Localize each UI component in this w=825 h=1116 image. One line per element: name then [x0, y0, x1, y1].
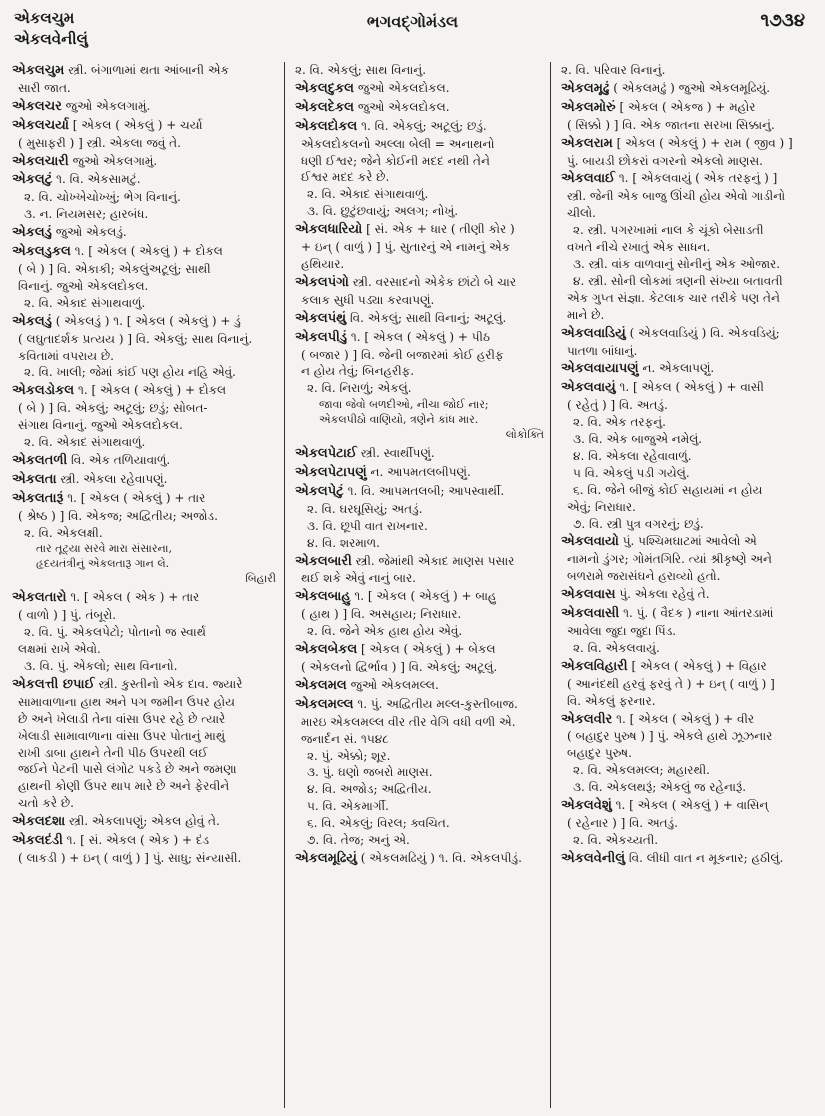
- definition-line: ( બે ) ] વિ. એકાકી; એકલુંઅટૂલું; સાથી: [18, 261, 211, 276]
- definition-line: ખેલાડી સામાવાળાના વાંસા ઉપર પોતાનું માથું: [18, 728, 226, 743]
- entry-first-line: [295, 221, 544, 239]
- definition-line: ૨. પું. એક્કો; શૂર.: [307, 748, 391, 763]
- dictionary-entry: [561, 797, 817, 849]
- dictionary-title: ભગવદ્ગોમંડલ: [366, 12, 459, 31]
- definition-line: સ્ત્રી. જેની એક બાજુ ઊંચી હોય એવો ગાડીનો: [567, 189, 786, 204]
- dictionary-entry: [12, 224, 276, 242]
- page-header: [0, 0, 825, 62]
- definition-line: ( બજાર ) ] વિ. જેની બજારમાં કોઈ હરીફ: [301, 347, 504, 362]
- page-number: ૧૭૩૪: [760, 10, 805, 31]
- definition-text: ૧. [ એકલ ( એકલું ) + વાસી: [619, 380, 764, 395]
- headword: એકલવિહારી: [561, 658, 628, 674]
- headword: એકલતા: [12, 471, 57, 487]
- definition-line: ૨. વિ. નિરાળું; એકલું.: [307, 381, 412, 396]
- headword: એકલમોરું: [561, 99, 616, 115]
- entry-first-line: [295, 588, 544, 606]
- definition-text: ૧. [ એકલ ( એકલું ) + વીર: [616, 711, 755, 726]
- definition-text: જુઓ એકલદોકલ.: [357, 80, 450, 95]
- definition-line: ૪. સ્ત્રી. સોની લોકમાં ત્રણની સંખ્યા બતાવતી: [573, 273, 783, 288]
- headword: એકલધારિયો: [295, 222, 363, 238]
- dictionary-entry: [561, 605, 817, 657]
- dictionary-entry: [295, 99, 544, 117]
- entry-first-line: [561, 379, 817, 397]
- headword: એકલડું: [12, 225, 52, 241]
- entry-first-line: [12, 490, 276, 508]
- dictionary-entry: [12, 153, 276, 171]
- headword: એકલદોકલ: [295, 118, 358, 134]
- dictionary-entry: [561, 658, 817, 710]
- entry-first-line: [12, 62, 276, 80]
- dictionary-entry: [295, 464, 544, 482]
- column-1: [12, 62, 284, 1108]
- dictionary-entry: [295, 850, 544, 868]
- quotation-line: હૃદયતંત્રીનું એકલતારૂ ગાન લે.: [36, 557, 170, 571]
- definition-line: સારી જાત.: [18, 80, 71, 95]
- entry-first-line: [12, 589, 276, 607]
- definition-line: ૪. વિ. એકલા રહેવાવાળું.: [573, 448, 692, 463]
- dictionary-entry: [561, 170, 817, 323]
- quotation-source: બિહારી: [245, 572, 276, 586]
- entry-first-line: [295, 329, 544, 347]
- quotation-source: લોકોક્તિ: [505, 428, 544, 442]
- definition-line: બહાદુર પુરુષ.: [567, 746, 632, 761]
- dictionary-columns: [12, 62, 817, 1108]
- headword: એકલતારો: [12, 590, 67, 606]
- definition-line: ૭. વિ. તેજ; અનું એ.: [307, 833, 410, 848]
- entry-first-line: [561, 170, 817, 188]
- definition-line: એવું; નિરાધાર.: [567, 499, 636, 514]
- dictionary-entry: [12, 243, 276, 312]
- entry-first-line: [12, 313, 276, 331]
- dictionary-entry: [295, 329, 544, 445]
- entry-first-line: [561, 533, 817, 551]
- headword: એકલવાસ: [561, 587, 616, 603]
- definition-text: ૨. વિ. પરિવાર વિનાનું.: [561, 63, 666, 77]
- headword: એકલપેટાપણું: [295, 465, 367, 481]
- entry-first-line: [561, 62, 817, 79]
- definition-line: જઈને પેટની પાસે લંગોટ પકડે છે અને જમણા: [18, 762, 237, 777]
- entry-first-line: [295, 445, 544, 463]
- definition-line: ૨. વિ. ચોખ્ખેચોખ્ખું; ભેગ વિનાનું.: [24, 190, 181, 205]
- definition-line: આવેલા જુદા જુદા પિંડ.: [567, 624, 677, 638]
- definition-line: નામનો ડુંગર; ગોમંતગિરિ. ત્યાં શ્રીકૃષ્ણે અને: [567, 552, 772, 567]
- dictionary-entry: [12, 382, 276, 451]
- dictionary-entry: [295, 483, 544, 552]
- entry-first-line: [561, 80, 817, 98]
- headword: એકલમલ્લ: [295, 696, 354, 712]
- dictionary-entry: [561, 62, 817, 79]
- dictionary-entry: [12, 676, 276, 812]
- dictionary-entry: [561, 533, 817, 585]
- definition-line: ૩. ન. નિયમસર; હારબંધ.: [24, 207, 149, 222]
- dictionary-entry: [295, 221, 544, 273]
- dictionary-entry: [12, 171, 276, 223]
- definition-line: હાથની કોણી ઉપર થાપ મારે છે અને ફેરવીને: [18, 779, 230, 794]
- headword: એકલદંડી: [12, 833, 63, 849]
- definition-line: મારઇ એકલમલ્લ વીર તીર વેગિ વધી વળી એ.: [301, 714, 516, 729]
- entry-first-line: [295, 80, 544, 98]
- definition-text: ( એકલડું ) ૧. [ એકલ ( એકલું ) + ડું: [55, 313, 241, 328]
- definition-line: ( સિક્કો ) ] વિ. એક જાતના સરખા સિક્કાનું.: [567, 117, 775, 132]
- headword: એકલડુકલ: [12, 244, 71, 260]
- definition-text: [ એકલ ( એકલું ) + બેકલ: [361, 642, 496, 657]
- definition-text: ૧. [ એકલ ( એક ) + તાર: [70, 590, 200, 605]
- entry-first-line: [561, 360, 817, 378]
- headword: એકલરામ: [561, 135, 613, 151]
- definition-text: સ્ત્રી. સ્વાર્થીપણું.: [360, 446, 435, 461]
- definition-text: ( એકલમઢું ) જુઓ એકલમૂઢિયું.: [613, 80, 771, 95]
- entry-first-line: [561, 99, 817, 117]
- definition-line: રાખી ડાબા હાથને તેની પીઠ ઉપરથી લઈ: [18, 745, 208, 760]
- entry-first-line: [12, 452, 276, 470]
- definition-line: થઈ શકે એવું નાનું બાર.: [301, 571, 417, 586]
- definition-line: ન હોય તેવું; બિનહરીફ.: [301, 364, 415, 379]
- entry-first-line: [12, 98, 276, 116]
- headword: એકલવાઈ: [561, 171, 616, 187]
- definition-line: ૨. સ્ત્રી. પગરખામાં નાલ કે ચૂંકો બેસાડતી: [573, 223, 764, 238]
- entry-first-line: [561, 797, 817, 815]
- entry-first-line: [295, 696, 544, 714]
- headword: એકલદેકલ: [295, 99, 354, 115]
- definition-line: કવિતામાં વપરાય છે.: [18, 348, 114, 363]
- headword: એકલમલ: [295, 677, 347, 693]
- entry-first-line: [561, 325, 817, 343]
- dictionary-entry: [561, 850, 817, 868]
- headword: એકલચર: [12, 98, 62, 114]
- definition-line: ૬. વિ. જેને બીજું કોઈ સહાયમાં ન હોય: [573, 482, 763, 497]
- definition-line: જનાર્દન સં. ૧૫૪૮: [301, 731, 389, 746]
- definition-line: ( વાળો ) ] પું. તંબૂરો.: [18, 608, 117, 623]
- definition-text: વિ. એક તળિયાવાળું.: [71, 452, 171, 467]
- entry-first-line: [12, 224, 276, 242]
- definition-line: વખતે નીચે રખાતું એક સાધન.: [567, 240, 711, 255]
- definition-line: ( શ્રેષ્ઠ ) ] વિ. એકજ; અદ્વિતીય; અજોડ.: [18, 508, 218, 523]
- definition-text: [ એકલ ( એકજ ) + મહોર: [619, 99, 756, 114]
- headword: એકલચુમ: [12, 63, 65, 78]
- entry-first-line: [295, 641, 544, 659]
- entry-first-line: [295, 118, 544, 136]
- definition-text: સ્ત્રી. કુસ્તીનો એક દાવ. જ્યારે: [98, 676, 243, 691]
- dictionary-entry: [295, 80, 544, 98]
- definition-text: ૧. વિ. એકલું; અટૂલું; છડું.: [361, 118, 487, 133]
- dictionary-entry: [295, 696, 544, 849]
- dictionary-entry: [295, 310, 544, 328]
- definition-line: ૨. વિ. ખાલી; જેમાં કાંઈ પણ હોય નહિ એવું.: [24, 365, 236, 380]
- definition-text: ૧. [ એકલ ( એકલું ) + તાર: [67, 490, 206, 505]
- entry-first-line: [12, 153, 276, 171]
- definition-line: ૩. સ્ત્રી. વાંક વાળવાનું સોનીનું એક ઓજાર.: [573, 256, 781, 271]
- definition-text: ૧. [ એકલ ( એકલું ) + વાસિન્: [615, 798, 769, 813]
- entry-first-line: [12, 117, 276, 135]
- headword: એકલપેટાઈ: [295, 446, 357, 462]
- entry-first-line: [295, 553, 544, 571]
- definition-text: ૨. વિ. એકલું; સાથ વિનાનું.: [295, 63, 427, 77]
- headword: એકલવાડિયું: [561, 325, 626, 341]
- definition-line: વિ. એકલું ફરનાર.: [567, 693, 656, 708]
- definition-text: ૧. વિ. આપમતલબી; આપસ્વાર્થી.: [347, 483, 505, 498]
- entry-first-line: [12, 243, 276, 261]
- definition-line: ( હાથ ) ] વિ. અસહાય; નિરાધાર.: [301, 607, 462, 622]
- definition-line: ઈશ્વર મદદ કરે છે.: [301, 170, 390, 185]
- entry-first-line: [295, 99, 544, 117]
- guide-word-last: એકલવેનીલું: [14, 30, 88, 48]
- headword: એકલવાયો: [561, 534, 619, 550]
- headword: એકલપંગો: [295, 274, 349, 290]
- entry-first-line: [12, 471, 276, 489]
- dictionary-entry: [561, 80, 817, 98]
- entry-first-line: [295, 677, 544, 695]
- headword: એકલટું: [12, 172, 53, 188]
- dictionary-entry: [295, 274, 544, 309]
- entry-first-line: [561, 135, 817, 153]
- headword: એકલપંથું: [295, 310, 347, 326]
- definition-line: કલાક સુધી પડ્યા કરવાપણું.: [301, 292, 435, 307]
- headword: એકલવેશું: [561, 798, 612, 814]
- definition-line: ૩. વિ. છુટુંછવાયું; અલગ; નોખું.: [307, 204, 459, 219]
- definition-line: બળરામે જરાસંઘને હરાવ્યો હતો.: [567, 569, 721, 584]
- definition-line: ( લઘુતાદર્શક પ્રત્યય ) ] વિ. એકલું; સાથ વિનાનું.: [18, 331, 253, 346]
- definition-line: ૨. વિ. એકાદ સંગાથવાળું.: [24, 295, 146, 310]
- headword: એકલમૂઢિયું: [295, 850, 357, 866]
- headword: એકલબેકલ: [295, 642, 358, 658]
- headword: એકલવાયાપણું: [561, 361, 639, 377]
- entry-first-line: [12, 171, 276, 189]
- dictionary-entry: [12, 471, 276, 489]
- definition-text: ૧. [ એકલવાયું ( એક તરફનું ) ]: [618, 171, 778, 186]
- definition-line: ૩. પું. ઘણો જબરો માણસ.: [307, 765, 433, 780]
- definition-line: ૨. વિ. એકાદ સંગાથવાળું.: [307, 187, 429, 202]
- definition-line: ૩. વિ. એક બાજુએ નમેલું.: [573, 432, 703, 447]
- definition-text: ૧. [ સં. એકલ ( એક ) + દંડ: [66, 833, 210, 848]
- definition-line: ૨. વિ. ઘરઘૂસિયું; અતડું.: [307, 501, 423, 516]
- dictionary-entry: [12, 117, 276, 152]
- definition-line: ૬. વિ. એકલું; વિરલ; ક્વચિત.: [307, 816, 450, 831]
- definition-text: જુઓ એકલદોકલ.: [357, 99, 450, 114]
- dictionary-entry: [561, 99, 817, 134]
- definition-line: ૨. વિ. એકચ્યતી.: [573, 832, 659, 847]
- definition-line: ૫ વિ. એકલું પડી ગયેલું.: [573, 465, 690, 480]
- dictionary-entry: [561, 360, 817, 378]
- definition-text: જુઓ એકલમલ્લ.: [350, 677, 439, 692]
- column-3: [550, 62, 817, 1108]
- definition-line: ૨. વિ. એકલમલ્લ; મહારથી.: [573, 763, 710, 778]
- definition-text: ૧. [ એકલ ( એકલું ) + પીઠ: [350, 329, 490, 344]
- entry-first-line: [561, 850, 817, 868]
- definition-line: ચતો કરે છે.: [18, 796, 74, 811]
- headword: એકલબાહુ: [295, 589, 351, 605]
- headword: એકલચારી: [12, 153, 69, 169]
- definition-line: સંગાથ વિનાનું. જુઓ એકલદોકલ.: [18, 418, 183, 433]
- definition-text: ( એકલમઢિયું ) ૧. વિ. એકલપીડું.: [360, 850, 522, 865]
- definition-text: ૧. [ એકલ ( એકલું ) + દોકલ: [77, 383, 227, 398]
- definition-line: પું. બાયડી છોકરાં વગરનો એકલો માણસ.: [567, 153, 763, 168]
- dictionary-entry: [295, 62, 544, 79]
- definition-line: ૨. વિ. જેને એક હાથ હોય એવું.: [307, 624, 463, 639]
- definition-text: જુઓ એકલડું.: [55, 225, 127, 240]
- headword: એકલત્તી છપાઈ: [12, 676, 95, 692]
- dictionary-entry: [295, 553, 544, 588]
- definition-line: ( રહેનાર ) ] વિ. અતડું.: [567, 815, 678, 830]
- dictionary-entry: [12, 813, 276, 831]
- entry-first-line: [12, 832, 276, 850]
- quotation-line: તાર તૂટ્યા સરવે મારા સંસારના,: [36, 542, 172, 556]
- entry-first-line: [12, 382, 276, 400]
- definition-text: સ્ત્રી. એકલાપણું; એકલ હોવું તે.: [69, 814, 220, 829]
- entry-first-line: [295, 62, 544, 79]
- headword: એકલડોકલ: [12, 383, 75, 399]
- definition-text: પું. એકલા રહેવું તે.: [619, 587, 710, 602]
- definition-text: ૧. પું. ( વૈદક ) નાના આંતરડામાં: [623, 606, 774, 621]
- definition-text: ૧. વિ. એકસામટું.: [56, 172, 141, 187]
- definition-line: ( આનંદથી હરવું ફરવું તે ) + ઇન્ ( વાળું ) ]: [567, 676, 775, 691]
- headword: એકલતારૂં: [12, 490, 64, 506]
- dictionary-entry: [12, 452, 276, 470]
- definition-text: ( એકલવાડિયું ) વિ. એકવડિયું;: [629, 325, 780, 340]
- definition-text: [ સં. એક + ધાર ( તીણી કોર ): [366, 222, 515, 237]
- definition-line: ૫. વિ. એકમાર્ગી.: [307, 799, 389, 814]
- definition-line: લક્ષમાં રાખે એવો.: [18, 642, 101, 657]
- entry-first-line: [295, 464, 544, 482]
- entry-first-line: [12, 676, 276, 694]
- definition-text: ન. એકલાપણું.: [642, 361, 715, 376]
- headword: એકલડું: [12, 313, 52, 329]
- definition-line: ૭. વિ. સ્ત્રી પુત્ર વગરનું; છડું.: [573, 516, 704, 531]
- definition-text: વિ. એકલું; સાથી વિનાનું; અટૂલું.: [349, 310, 507, 325]
- headword: એકલચર્યા: [12, 117, 69, 133]
- headword: એકલપીડું: [295, 329, 348, 345]
- definition-line: ( લાકડી ) + ઇન્ ( વાળું ) ] પું. સાધુ; સંન્યાસી.: [18, 850, 242, 865]
- column-2: [284, 62, 550, 1108]
- definition-text: જુઓ એકલગામું.: [65, 98, 151, 113]
- headword: એકલવાયું: [561, 380, 616, 396]
- definition-text: ૧. પું. અદ્વિતીય મલ્લ-કુસ્તીબાજ.: [357, 696, 518, 711]
- headword: એકલદુકલ: [295, 80, 354, 96]
- definition-line: ૪. વિ. અજોડ; અદ્વિતીય.: [307, 782, 432, 797]
- definition-line: ( રહેતું ) ] વિ. અતડું.: [567, 398, 668, 413]
- definition-line: ( બે ) ] વિ. એકલું; અટૂલું; છડું; સોબત-: [18, 401, 208, 416]
- dictionary-entry: [295, 677, 544, 695]
- definition-text: ૧. [ એકલ ( એકલું ) + બાહુ: [354, 589, 497, 604]
- definition-line: ૪. વિ. શરમાળ.: [307, 535, 380, 550]
- entry-first-line: [295, 483, 544, 501]
- dictionary-entry: [295, 588, 544, 640]
- dictionary-entry: [295, 445, 544, 463]
- definition-line: છે અને ખેલાડી તેના વાંસા ઉપર રહે છે ત્યારે: [18, 711, 226, 726]
- definition-text: સ્ત્રી. બંગાળામાં થતા આંબાની એક: [68, 63, 229, 77]
- definition-line: પાતળા બાંધાનું.: [567, 343, 638, 358]
- definition-line: ( એકલનો દ્વિર્ભાવ ) ] વિ. એકલું; અટૂલું.: [301, 660, 498, 674]
- definition-text: ૧. [ એકલ ( એકલું ) + દોકલ: [74, 244, 223, 259]
- guide-word-first: એકલચુમ: [14, 9, 75, 27]
- entry-first-line: [561, 711, 817, 729]
- definition-text: [ એકલ ( એકલું ) + ચર્યા: [72, 117, 203, 132]
- definition-line: + ઇન્ ( વાળું ) ] પું. સુતારનું એ નામનું એક: [301, 240, 511, 255]
- definition-line: ૨. વિ. એકાદ સંગાથવાળું.: [24, 435, 146, 450]
- definition-line: ( મુસાફરી ) ] સ્ત્રી. એકલા જવું તે.: [18, 135, 181, 150]
- entry-first-line: [561, 605, 817, 623]
- entry-first-line: [561, 586, 817, 604]
- definition-line: હથિયાર.: [301, 256, 345, 271]
- definition-text: સ્ત્રી. વરસાદનો એકેક છાંટો બે ચાર: [352, 274, 517, 289]
- definition-text: ન. આપમતલબીપણું.: [370, 465, 471, 480]
- definition-text: વિ. લીધી વાત ન મૂકનાર; હઠીલું.: [628, 850, 784, 865]
- dictionary-entry: [295, 118, 544, 220]
- dictionary-entry: [12, 313, 276, 382]
- definition-line: ૨. વિ. એકલવાયું.: [573, 640, 660, 655]
- definition-line: એકલદોકલનો અલ્લા બેલી = અનાથનો: [301, 136, 495, 151]
- quotation-line: જાવા જેવો બળદીઓ, નીચા જોઈ નાર;: [319, 398, 489, 412]
- definition-text: [ એકલ ( એકલું ) + વિહાર: [631, 658, 767, 673]
- dictionary-entry: [561, 325, 817, 360]
- definition-text: જુઓ એકલગામું.: [72, 153, 158, 168]
- dictionary-entry: [561, 379, 817, 532]
- dictionary-entry: [12, 832, 276, 867]
- headword: એકલવાસી: [561, 606, 620, 622]
- definition-line: ૨. વિ. પું. એકલપેટો; પોતાનો જ સ્વાર્થ: [24, 625, 206, 640]
- quotation-line: એકલપીઠો વાણિયો, ત્રણેને કાંધ માર.: [319, 413, 479, 427]
- definition-text: સ્ત્રી. જેમાંથી એકાદ માણસ પસાર: [355, 553, 515, 568]
- definition-line: ૨. વિ. એકલક્ષી.: [24, 525, 103, 540]
- dictionary-entry: [561, 135, 817, 170]
- definition-text: સ્ત્રી. એકલા રહેવાપણું.: [60, 471, 168, 486]
- definition-line: એક ગુપ્ત સંજ્ઞા. કેટલાક ચાર તરીકે પણ તેને: [567, 290, 780, 305]
- dictionary-entry: [561, 586, 817, 604]
- entry-first-line: [561, 658, 817, 676]
- definition-line: ૩. વિ. પું. એકલો; સાથ વિનાનો.: [24, 659, 178, 673]
- entry-first-line: [12, 813, 276, 831]
- definition-line: ( બહાદુર પુરુષ ) ] પું. એકલે હાથે ઝૂઝનાર: [567, 729, 773, 744]
- headword: એકલબારી: [295, 553, 352, 569]
- headword: એકલવીર: [561, 711, 613, 727]
- headword: એકલપેટું: [295, 483, 344, 499]
- entry-first-line: [295, 850, 544, 868]
- dictionary-entry: [12, 98, 276, 116]
- entry-first-line: [295, 274, 544, 292]
- definition-line: ૩. વિ. છૂપી વાત રાખનાર.: [307, 518, 428, 533]
- entry-first-line: [295, 310, 544, 328]
- dictionary-entry: [12, 490, 276, 589]
- definition-text: પું. પશ્ચિમઘાટમાં આવેલો એ: [622, 534, 757, 549]
- headword: એકલદશા: [12, 814, 66, 830]
- definition-line: ૨. વિ. એક તરફનું.: [573, 415, 666, 430]
- headword: એકલતળી: [12, 452, 68, 468]
- dictionary-entry: [295, 641, 544, 676]
- definition-line: ચીલો.: [567, 206, 596, 221]
- definition-line: ધણી ઈશ્વર; જેને કોઈની મદદ નથી તેને: [301, 153, 490, 168]
- definition-line: સામાવાળાના હાથ અને પગ જમીન ઉપર હોય: [18, 694, 236, 709]
- headword: એકલમૂઢું: [561, 80, 610, 96]
- definition-line: વિનાનું. જુઓ એકલદોકલ.: [18, 278, 149, 293]
- dictionary-entry: [12, 62, 276, 97]
- headword: એકલવેનીલું: [561, 850, 626, 866]
- dictionary-entry: [561, 711, 817, 797]
- definition-line: ૩. વિ. એકલથરૂં; એકલું જ રહેનારૂં.: [573, 780, 747, 795]
- definition-text: [ એકલ ( એકલું ) + રામ ( જીવ ) ]: [616, 135, 793, 150]
- definition-line: માને છે.: [567, 307, 605, 322]
- dictionary-entry: [12, 589, 276, 675]
